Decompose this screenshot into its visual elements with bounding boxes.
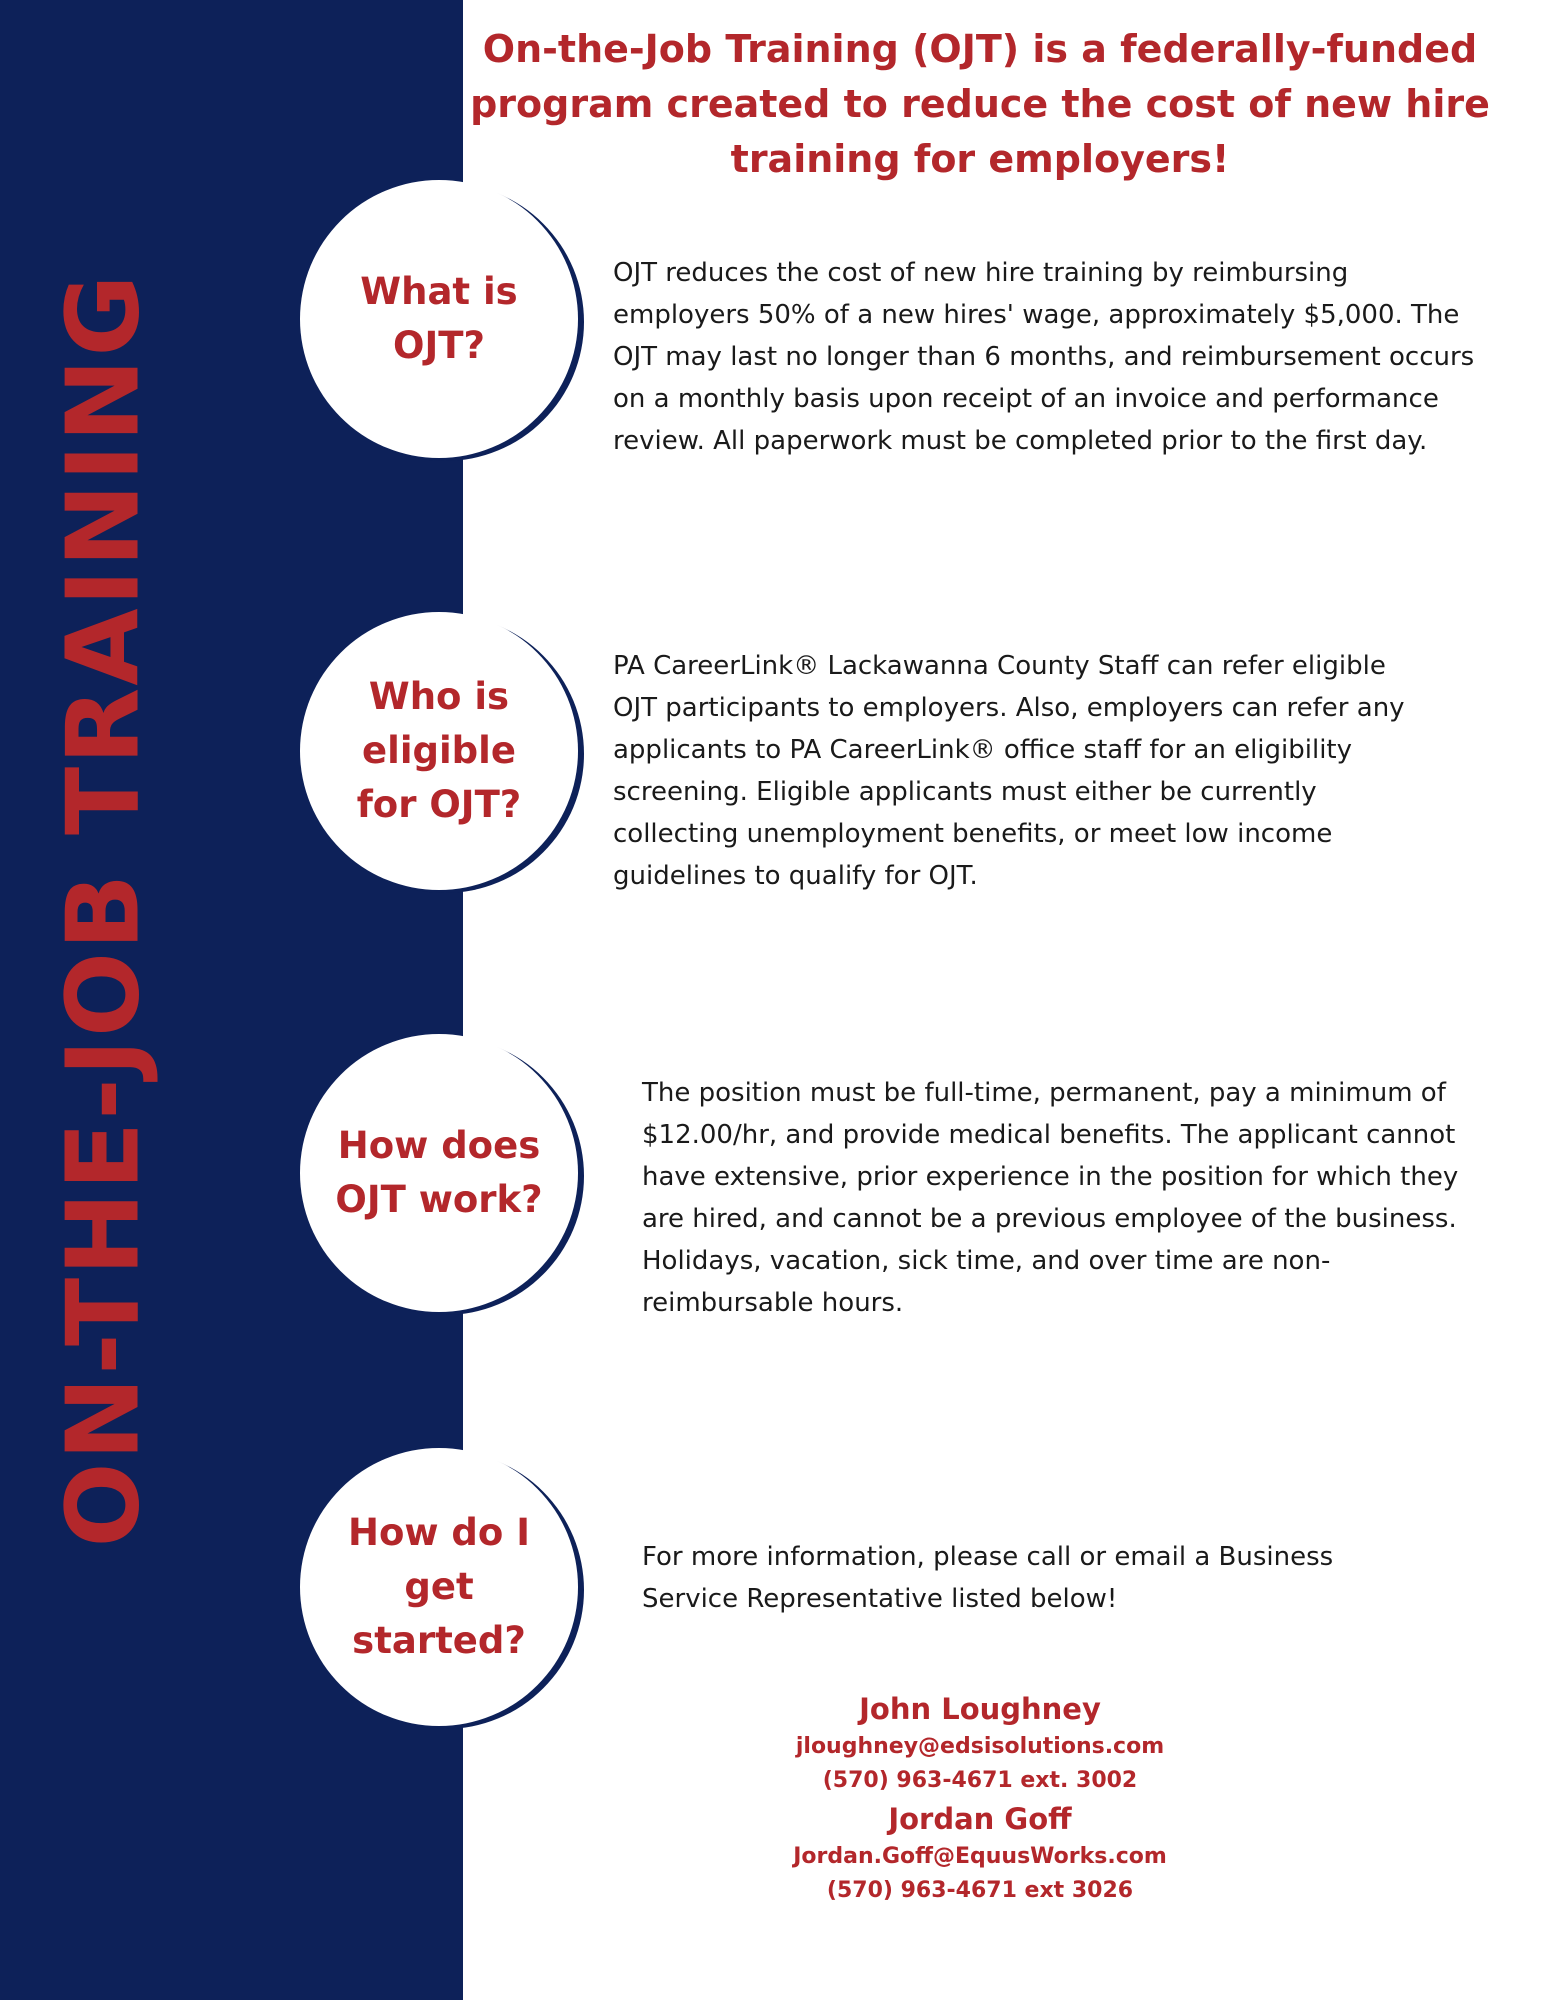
contact-list [760,1688,1200,1908]
question-label: How does OJT work? [335,1124,543,1221]
question-label: Who is eligible for OJT? [356,675,522,826]
contact-name: Jordan Goff [888,1802,1072,1836]
answer-who-is-eligible: PA CareerLink® Lackawanna County Staff can refer eligible OJT participants to employers. Also, employers can refer any applicants to PA CareerLink® office staff for an eligibility screening. Eligible applicants must either be currently collecting unemployment benefits, or meet low income guidelines to qualify for OJT. [613,651,1405,891]
page-headline: On-the-Job Training (OJT) is a federally-funded program created to reduce the cost of new hire training for employers! [470,27,1490,181]
contact-email[interactable]: jloughney@edsisolutions.com [795,1734,1165,1759]
contact-email[interactable]: Jordan.Goff@EquusWorks.com [793,1844,1167,1869]
question-circle-what-is-ojt [300,180,590,470]
question-circle-who-is-eligible [300,612,590,902]
question-label: What is OJT? [360,270,518,367]
question-label: How do I get started? [347,1511,530,1662]
answer-what-is-ojt: OJT reduces the cost of new hire training by reimbursing employers 50% of a new hires' wage, approximately $5,000. The OJT may last no longer than 6 months, and reimbursement occurs on a monthly basis upon receipt of an invoice and performance review. All paperwork must be completed prior to the first day. [613,258,1475,456]
question-circle-how-do-i-get-started [300,1448,590,1738]
contact-phone[interactable]: (570) 963-4671 ext 3026 [826,1878,1134,1903]
contact-phone[interactable]: (570) 963-4671 ext. 3002 [822,1768,1138,1793]
question-circle-how-does-ojt-work [300,1034,590,1324]
vertical-title: ON-THE-JOB TRAINING [44,272,162,1548]
answer-how-does-ojt-work: The position must be full-time, permanent, pay a minimum of $12.00/hr, and provide medical benefits. The applicant cannot have extensive, prior experience in the position for which they are hired, and cannot be a previous employee of the business. Holidays, vacation, sick time, and over time are non-reimbursable hours. [642,1078,1459,1318]
contact-name: John Loughney [859,1692,1101,1726]
answer-how-do-i-get-started: For more information, please call or email a Business Service Representative listed below! [642,1542,1334,1614]
